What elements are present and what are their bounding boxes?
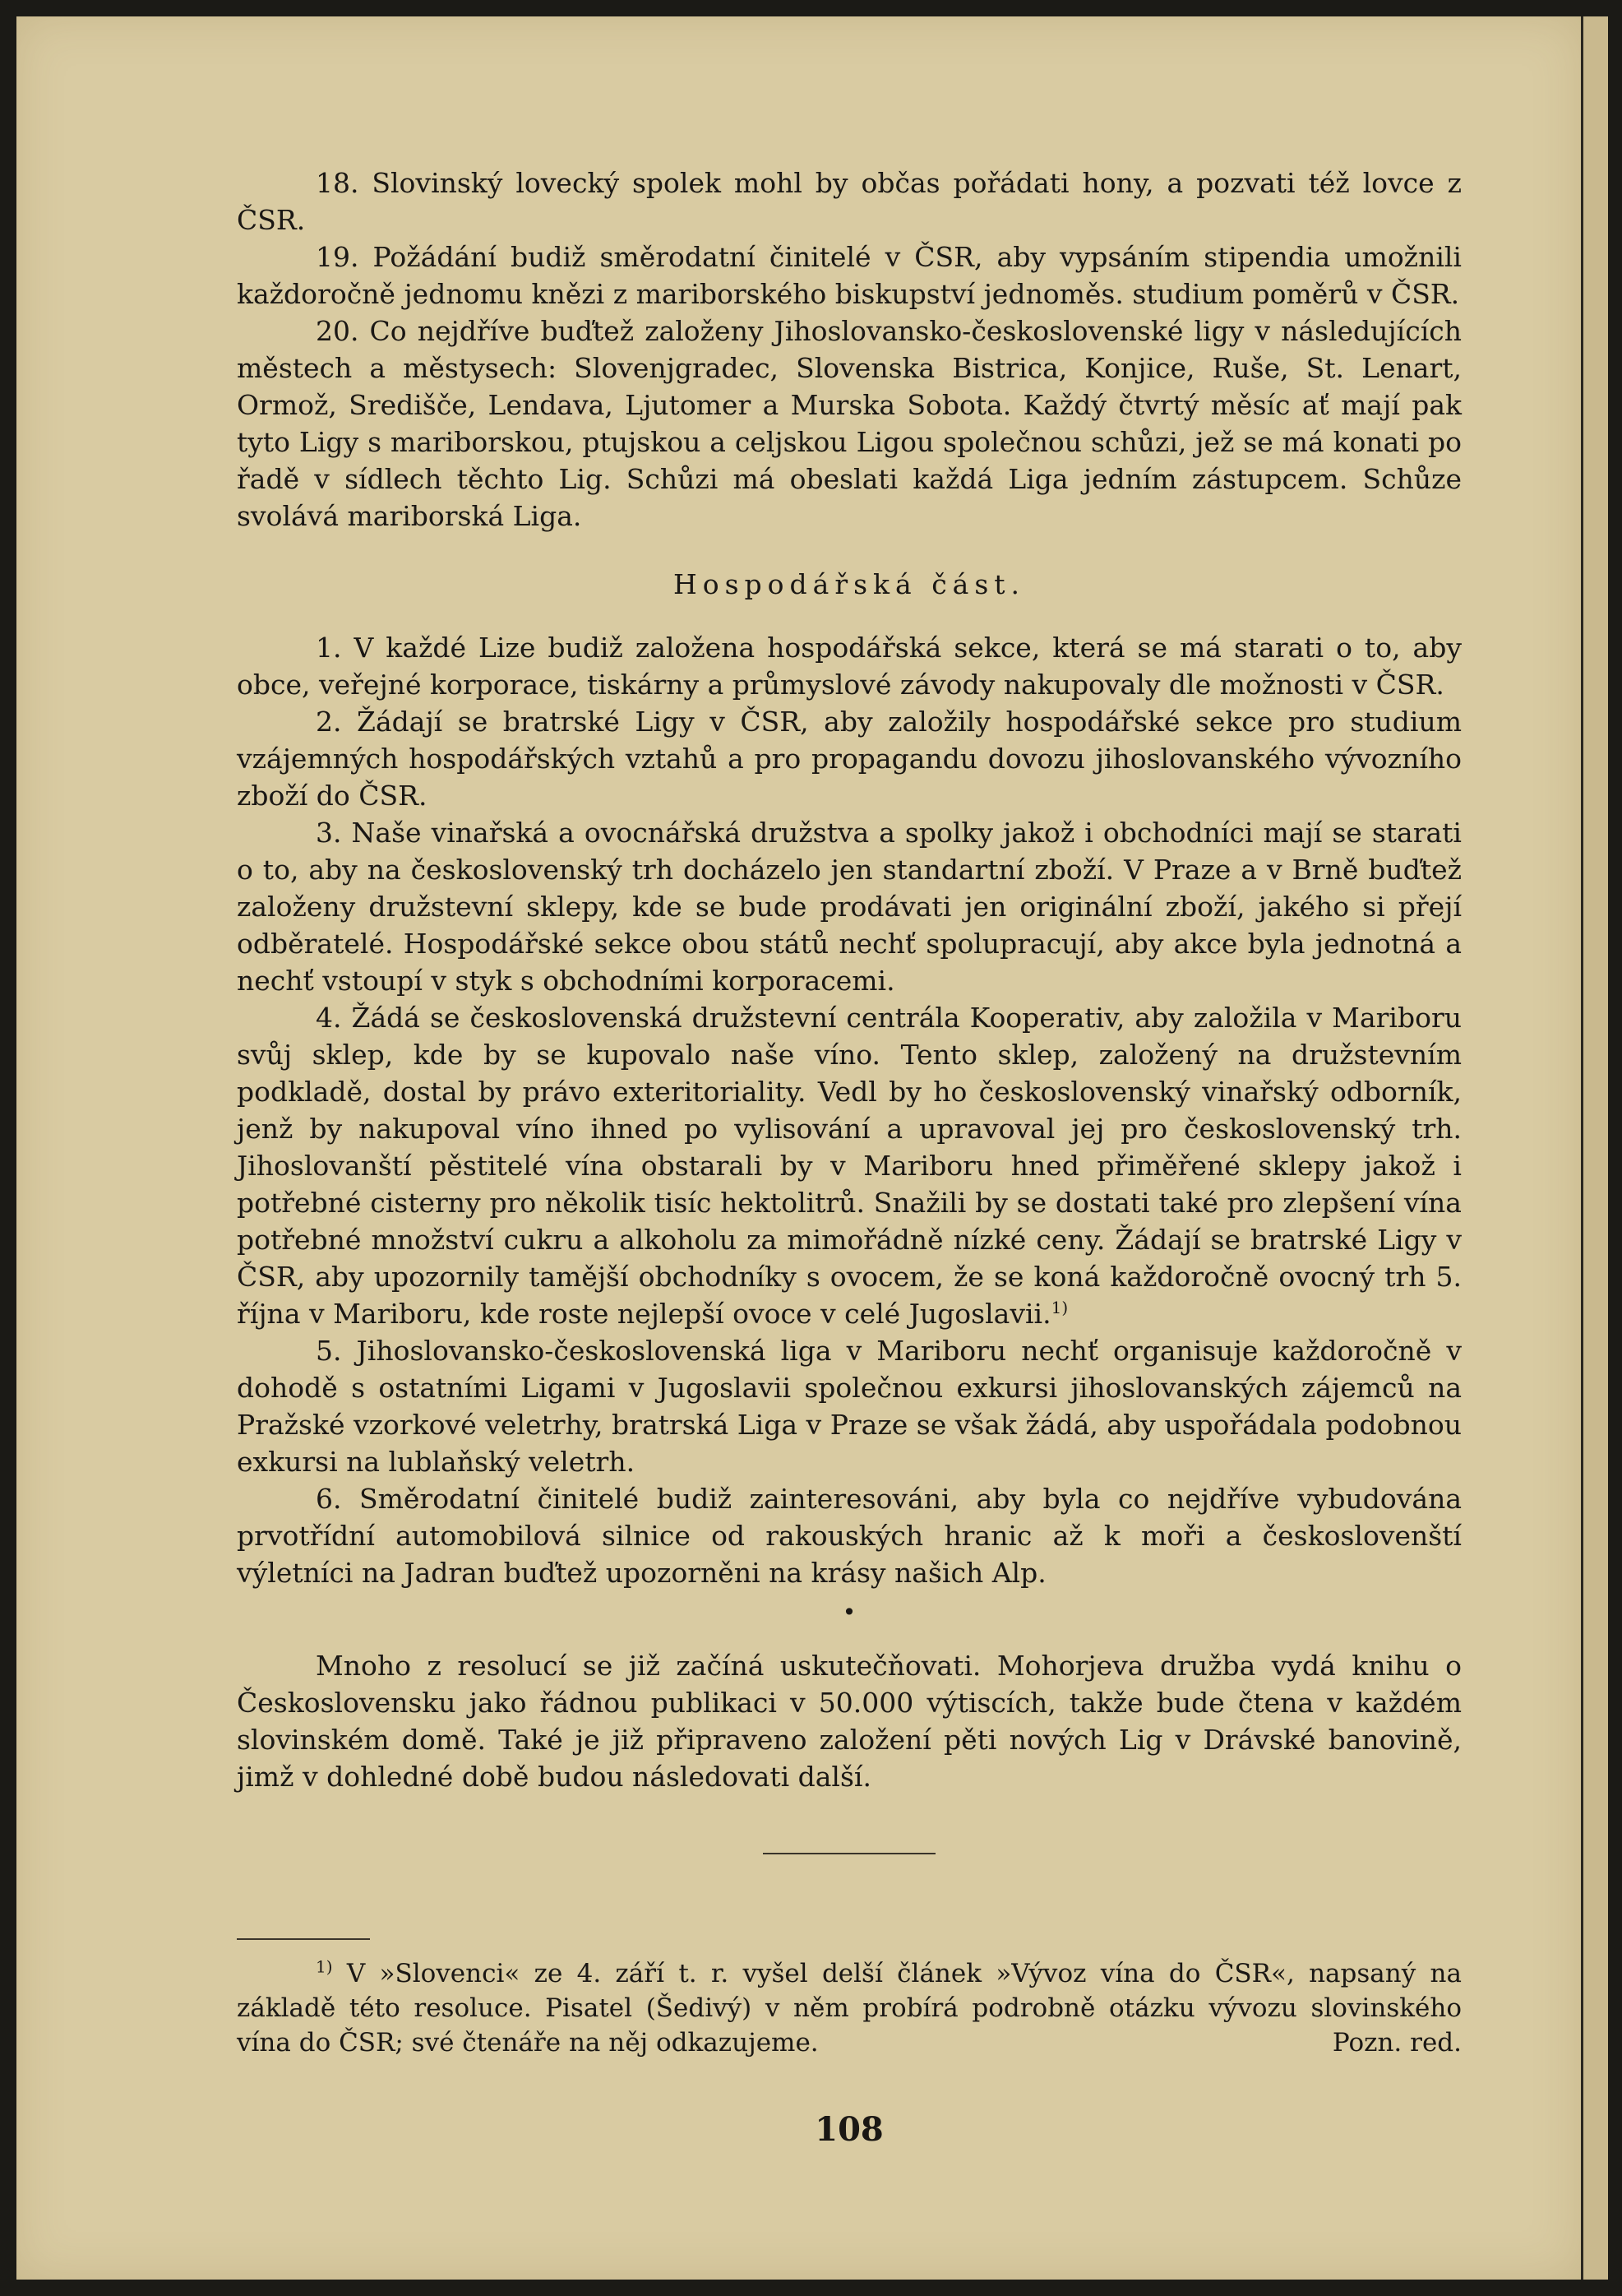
section-heading: Hospodářská část. <box>672 568 1026 600</box>
economic-item-4-text: 4. Žádá se československá družstevní centrála Kooperativ, aby založila v Mariboru svůj sklep, kde by se kupovalo naše víno. Tento sklep, založený na družstevním podkladě, dostal by právo exteritoriality. Vedl by ho československý vinařský odborník, jenž by nakupoval víno ihned po vylisování a upravoval jej pro československý trh. Jihoslovanští pěstitelé vína obstarali by v Mariboru hned přiměřené sklepy jakož i potřebné cisterny pro několik tisíc hektolitrů. Snažili by se dostati také pro zlepšení vína potřebné množství cukru a alkoholu za mimořádně nízké ceny. Žádají se bratrské Ligy v ČSR, aby upozornily tamější obchodníky s ovocem, že se koná každoročně ovocný trh 5. října v Mariboru, kde roste nejlepší ovoce v celé Jugoslavii. <box>237 1002 1462 1330</box>
closing-paragraph: Mnoho z resolucí se již začíná uskutečňovati. Mohorjeva družba vydá knihu o Československu jako řádnou publikaci v 50.000 výtiscích, takže bude čtena v každém slovinském domě. Také je již připraveno založení pěti nových Lig v Drávské banovině, jimž v dohledné době budou následovati další. <box>237 1650 1462 1793</box>
section-divider <box>763 1853 936 1854</box>
economic-item-6: 6. Směrodatní činitelé budiž zainteresováni, aby byla co nejdříve vybudována prvotřídní automobilová silnice od rakouských hranic až k moři a českoslovenští výletníci na Jadran buďtež upozorněni na krásy našich Alp. <box>237 1483 1462 1589</box>
resolution-18: 18. Slovinský lovecký spolek mohl by občas pořádati hony, a pozvati též lovce z ČSR. <box>237 167 1462 236</box>
separator-bullet: • <box>842 1599 857 1626</box>
economic-item-4 <box>237 999 1462 1332</box>
document-body <box>237 164 1462 2181</box>
economic-item-2: 2. Žádají se bratrské Ligy v ČSR, aby založily hospodářské sekce pro studium vzájemných hospodářských vztahů a pro propagandu dovozu jihoslovanského vývozního zboží do ČSR. <box>237 706 1462 812</box>
page-edge <box>1581 16 1608 2280</box>
footnote-mark: 1) <box>316 1956 333 1977</box>
economic-item-5: 5. Jihoslovansko-československá liga v Mariboru nechť organisuje každoročně v dohodě s ostatními Ligami v Jugoslavii společnou exkursi jihoslovanských zájemců na Pražské vzorkové veletrhy, bratrská Liga v Praze se však žádá, aby uspořádala podobnou exkursi na lublaňský veletrh. <box>237 1335 1462 1478</box>
economic-item-3: 3. Naše vinařská a ovocnářská družstva a spolky jakož i obchodníci mají se starati o to, aby na československý trh docházelo jen standartní zboží. V Praze a v Brně buďtež založeny družstevní sklepy, kde se bude prodávati jen originální zboží, jakého si přejí odběratelé. Hospodářské sekce obou států nechť spolupracují, aby akce byla jednotná a nechť vstoupí v styk s obchodními korporacemi. <box>237 817 1462 997</box>
resolution-19: 19. Požádání budiž směrodatní činitelé v ČSR, aby vypsáním stipendia umožnili každoročně jednomu knězi z mariborského biskupství jednoměs. studium poměrů v ČSR. <box>237 241 1462 310</box>
footnote-divider <box>237 1938 370 1940</box>
resolution-20: 20. Co nejdříve buďtež založeny Jihoslovansko-československé ligy v následujících městech a městysech: Slovenjgradec, Slovenska Bistrica, Konjice, Ruše, St. Lenart, Ormož, Središče, Lendava, Ljutomer a Murska Sobota. Každý čtvrtý měsíc ať mají pak tyto Ligy s mariborskou, ptujskou a celjskou Ligou společnou schůzi, jež se má konati po řadě v sídlech těchto Lig. Schůzi má obeslati každá Liga jedním zástupcem. Schůze svolává mariborská Liga. <box>237 315 1462 532</box>
footnote-signature: Pozn. red. <box>1332 2028 1462 2058</box>
footnote-text: V »Slovenci« ze 4. září t. r. vyšel delší článek »Vývoz vína do ČSR«, napsaný na základě této resoluce. Pisatel (Šedivý) v něm probírá podrobně otázku vývozu slovinského vína do ČSR; své čtenáře na něj odkazujeme. <box>237 1959 1462 2058</box>
footnote <box>237 1956 1462 2060</box>
page-number: 108 <box>815 2110 884 2149</box>
footnote-reference: 1) <box>1051 1298 1069 1317</box>
economic-item-1: 1. V každé Lize budiž založena hospodářská sekce, která se má starati o to, aby obce, veřejné korporace, tiskárny a průmyslové závody nakupovaly dle možnosti v ČSR. <box>237 632 1462 701</box>
